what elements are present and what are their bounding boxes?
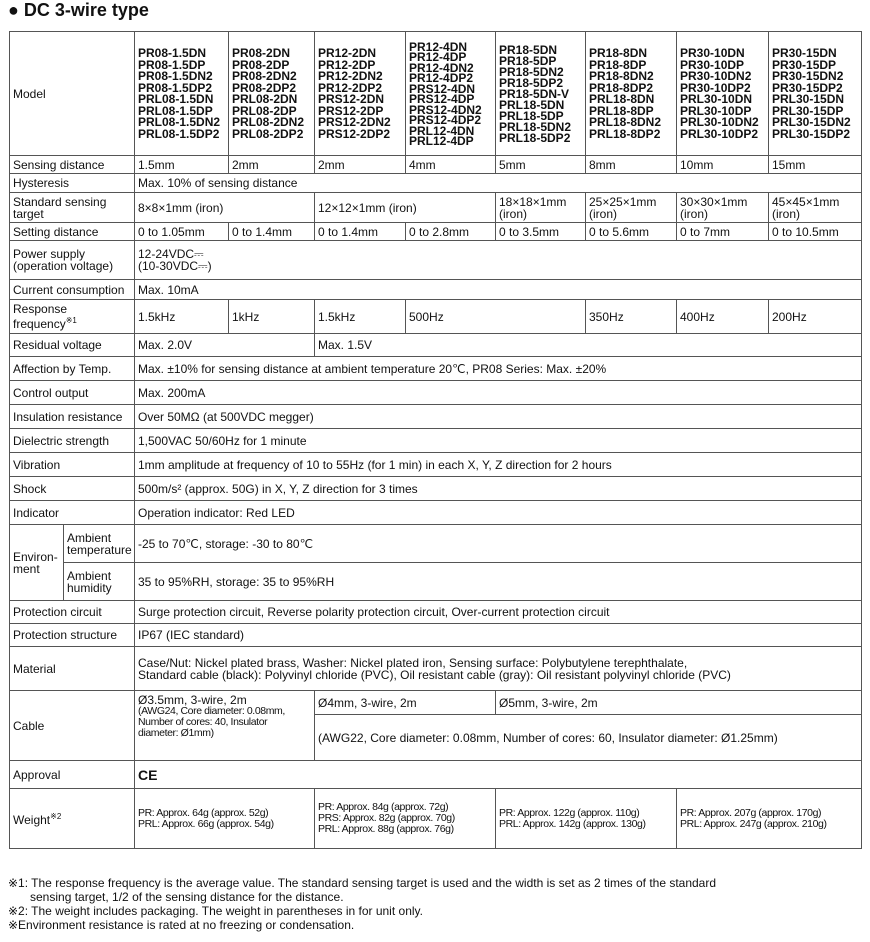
row-label: Vibration: [10, 453, 135, 477]
model-group-2: [229, 32, 315, 156]
cell: 35 to 95%RH, storage: 35 to 95%RH: [135, 563, 862, 601]
cell: [135, 647, 862, 691]
row-label: Control output: [10, 381, 135, 405]
weight-cell-4: [677, 789, 862, 849]
cell-line: PRS: Approx. 82g (approx. 70g): [318, 812, 455, 824]
cell: 1mm amplitude at frequency of 10 to 55Hz (for 1 min) in each X, Y, Z direction for 2 hours: [135, 453, 862, 477]
cell: 2mm: [229, 156, 315, 174]
row-label: Hysteresis: [10, 174, 135, 193]
insulation-row: [10, 405, 862, 429]
model-name: PR18-5DN2: [499, 64, 564, 79]
cell-line: PRL: Approx. 66g (approx. 54g): [138, 817, 274, 830]
cell: [586, 193, 677, 223]
cell-line: 25×25×1mm: [589, 194, 657, 209]
weight-cell-3: [496, 789, 677, 849]
cell: -25 to 70℃, storage: -30 to 80℃: [135, 525, 862, 563]
footnote-3: ※Environment resistance is rated at no freezing or condensation.: [8, 918, 355, 932]
model-name: PRL08-1.5DN2: [138, 115, 221, 129]
cell: 1.5kHz: [315, 300, 406, 334]
model-name: PRS12-4DP2: [409, 113, 482, 127]
model-name: PR12-4DN2: [409, 60, 474, 75]
row-label: Insulation resistance: [10, 405, 135, 429]
shock-row: [10, 477, 862, 501]
weight-row: [10, 789, 862, 849]
model-name: PR18-8DN2: [589, 69, 654, 83]
cell: 0 to 5.6mm: [586, 223, 677, 241]
cable-cell-1: [135, 691, 315, 761]
model-name: PR08-2DP: [232, 57, 290, 72]
cell-line: (iron): [499, 206, 528, 221]
model-name: PRS12-2DN: [318, 92, 385, 106]
model-name: PRL30-15DP: [772, 103, 844, 118]
power-supply-row: [10, 241, 862, 280]
cell-line: 18×18×1mm: [499, 194, 567, 209]
model-name: PRL08-1.5DP: [138, 103, 213, 118]
model-name: PR30-15DP: [772, 57, 837, 72]
row-label: Cable: [10, 691, 135, 761]
model-name: PRS12-4DN2: [409, 102, 482, 117]
model-name: PR30-10DP: [680, 57, 745, 72]
model-group-5: [496, 32, 586, 156]
cell: 500Hz: [406, 300, 586, 334]
model-name: PR12-4DP2: [409, 71, 474, 85]
model-name: PRL18-8DN: [589, 92, 655, 106]
cell: 12×12×1mm (iron): [315, 193, 496, 223]
row-label: Residual voltage: [10, 334, 135, 357]
cell: Max. ±10% for sensing distance at ambient temperature 20℃, PR08 Series: Max. ±20%: [135, 357, 862, 381]
environment-humidity-row: [10, 563, 862, 601]
footnote-mark: ※1: [65, 316, 77, 325]
row-label: Protection structure: [10, 624, 135, 647]
model-name: PR12-4DN: [409, 39, 468, 54]
row-label: [10, 193, 135, 223]
cell: 1.5mm: [135, 156, 229, 174]
model-group-8: [769, 32, 862, 156]
cell: 0 to 3.5mm: [496, 223, 586, 241]
cell: 1kHz: [229, 300, 315, 334]
row-label: Current consumption: [10, 280, 135, 300]
model-name: PRL08-1.5DP2: [138, 126, 220, 141]
model-name: PRS12-2DP2: [318, 126, 391, 141]
model-name: PRL08-2DN: [232, 92, 298, 106]
model-name: PR18-8DP: [589, 57, 647, 72]
cell-line: PRL: Approx. 88g (approx. 76g): [318, 823, 454, 835]
model-name: PRL18-5DN: [499, 97, 565, 112]
sub-label: [64, 525, 135, 563]
model-group-1: [135, 32, 229, 156]
cell: 15mm: [769, 156, 862, 174]
cable-row: [10, 691, 862, 715]
model-name: PR08-1.5DN2: [138, 69, 213, 83]
model-name: PRL08-1.5DN: [138, 92, 214, 106]
protection-structure-row: [10, 624, 862, 647]
cable-cell-4: (AWG22, Core diameter: 0.08mm, Number of cores: 60, Insulator diameter: Ø1.25mm): [315, 715, 862, 761]
model-name: PR30-10DN2: [680, 69, 752, 83]
model-name: PR30-10DN: [680, 46, 745, 60]
model-row: [10, 32, 862, 156]
cell-line: PR: Approx. 84g (approx. 72g): [318, 801, 449, 813]
model-name: PRL08-2DN2: [232, 115, 305, 129]
setting-distance-row: [10, 223, 862, 241]
cell-line: (10-30VDC⎓): [138, 259, 212, 273]
cell: 0 to 1.4mm: [229, 223, 315, 241]
cable-cell-2: Ø4mm, 3-wire, 2m: [315, 691, 496, 715]
cell-line: Ø3.5mm, 3-wire, 2m: [138, 693, 247, 707]
model-group-3: [315, 32, 406, 156]
cell: 1.5kHz: [135, 300, 229, 334]
cell: Over 50MΩ (at 500VDC megger): [135, 405, 862, 429]
cell-line: PR: Approx. 64g (approx. 52g): [138, 806, 269, 819]
cell-line: PRL: Approx. 247g (approx. 210g): [680, 817, 827, 830]
cell: Max. 200mA: [135, 381, 862, 405]
cable-cell-3: Ø5mm, 3-wire, 2m: [496, 691, 862, 715]
row-label: Sensing distance: [10, 156, 135, 174]
model-name: PR18-8DN: [589, 46, 648, 60]
cell: 8mm: [586, 156, 677, 174]
footnote-mark: ※2: [50, 812, 62, 821]
model-name: PRL18-5DP2: [499, 130, 571, 145]
model-name: PR08-1.5DP2: [138, 80, 213, 95]
cell: Max. 10mA: [135, 280, 862, 300]
model-name: PR12-2DN: [318, 46, 377, 60]
label-line: temperature: [67, 542, 132, 557]
weight-cell-1: [135, 789, 315, 849]
model-name: PR12-2DP2: [318, 80, 383, 95]
model-group-4: [406, 32, 496, 156]
cell: 10mm: [677, 156, 769, 174]
row-label: Setting distance: [10, 223, 135, 241]
label-line: Response: [13, 302, 68, 316]
row-label: Protection circuit: [10, 601, 135, 624]
cell-line: PR: Approx. 122g (approx. 110g): [499, 806, 640, 819]
label-line: Power supply: [13, 247, 86, 261]
row-label: Affection by Temp.: [10, 357, 135, 381]
sensing-distance-row: [10, 156, 862, 174]
label-line: Standard sensing: [13, 194, 107, 209]
model-name: PRL18-8DN2: [589, 115, 662, 129]
cell: [769, 193, 862, 223]
model-name: PR18-5DN-V: [499, 86, 570, 101]
model-name: PRL18-5DP: [499, 108, 564, 123]
footnote-2: ※2: The weight includes packaging. The weight in parentheses in for unit only.: [8, 904, 423, 918]
row-label: Approval: [10, 761, 135, 789]
sub-label: [64, 563, 135, 601]
model-name: PRL30-10DN2: [680, 115, 759, 129]
row-label: Indicator: [10, 501, 135, 525]
model-name: PRL30-15DP2: [772, 126, 851, 141]
footnote-1: ※1: The response frequency is the average value. The standard sensing target is used and the width is set as 2 times of the standard: [8, 876, 717, 890]
label-text: Weight: [13, 813, 51, 827]
model-name: PRL30-10DP: [680, 103, 752, 118]
model-name: PRL12-4DP: [409, 134, 474, 148]
cell: Surge protection circuit, Reverse polarity protection circuit, Over-current protection circuit: [135, 601, 862, 624]
cell: IP67 (IEC standard): [135, 624, 862, 647]
label-line: humidity: [67, 580, 112, 595]
row-label: Material: [10, 647, 135, 691]
model-name: PRS12-4DP: [409, 92, 475, 106]
approval-row: [10, 761, 862, 789]
model-name: PR30-10DP2: [680, 80, 751, 95]
model-name: PRS12-4DN: [409, 81, 476, 96]
cell: 1,500VAC 50/60Hz for 1 minute: [135, 429, 862, 453]
cell: 0 to 7mm: [677, 223, 769, 241]
model-group-6: [586, 32, 677, 156]
cell-line: 30×30×1mm: [680, 194, 748, 209]
model-name: PRL18-5DN2: [499, 119, 572, 134]
cell-line: PR: Approx. 207g (approx. 170g): [680, 806, 822, 819]
model-name: PRL08-2DP: [232, 103, 297, 118]
row-label: [10, 789, 135, 849]
model-group-7: [677, 32, 769, 156]
model-name: PR18-5DN: [499, 42, 558, 57]
vibration-row: [10, 453, 862, 477]
cell-line: Standard cable (black): Polyvinyl chloride (PVC), Oil resistant cable (gray): Oil resistant polyvinyl chloride (PVC): [138, 667, 731, 682]
cell: 0 to 1.4mm: [315, 223, 406, 241]
model-name: PR12-2DP: [318, 57, 376, 72]
row-label: Dielectric strength: [10, 429, 135, 453]
cell-line: PRL: Approx. 142g (approx. 130g): [499, 817, 646, 830]
cell: 0 to 2.8mm: [406, 223, 496, 241]
environment-temp-row: [10, 525, 862, 563]
cell: Max. 10% of sensing distance: [135, 174, 862, 193]
response-frequency-row: [10, 300, 862, 334]
cell-line: (iron): [680, 206, 709, 221]
row-label: [10, 241, 135, 280]
cell-line: 12-24VDC⎓: [138, 247, 204, 261]
model-name: PRS12-2DP: [318, 103, 384, 118]
model-name: PRL30-10DP2: [680, 126, 759, 141]
model-name: PR08-2DN: [232, 46, 291, 60]
label-line: Ambient: [67, 530, 112, 545]
model-name: PRL18-8DP2: [589, 126, 661, 141]
cell: [135, 241, 862, 280]
protection-circuit-row: [10, 601, 862, 624]
cell: [496, 193, 586, 223]
label-line: target: [13, 206, 44, 221]
model-name: PR30-15DN: [772, 46, 837, 60]
model-name: PRL18-8DP: [589, 103, 654, 118]
label-line: [13, 315, 131, 330]
indicator-row: [10, 501, 862, 525]
hysteresis-row: [10, 174, 862, 193]
model-name: PR18-8DP2: [589, 80, 654, 95]
cell-line: Number of cores: 40, Insulator: [138, 716, 268, 728]
model-name: PRS12-2DN2: [318, 115, 391, 129]
material-row: [10, 647, 862, 691]
row-label: [10, 525, 64, 601]
cell: 400Hz: [677, 300, 769, 334]
model-name: PRL30-15DN: [772, 92, 845, 106]
cell-line: (iron): [772, 206, 801, 221]
model-name: PR08-1.5DN: [138, 46, 207, 60]
cell: Operation indicator: Red LED: [135, 501, 862, 525]
cell: 0 to 1.05mm: [135, 223, 229, 241]
model-name: PR12-2DN2: [318, 69, 383, 83]
model-name: PR30-15DP2: [772, 80, 843, 95]
current-row: [10, 280, 862, 300]
model-name: PR08-2DN2: [232, 69, 297, 83]
model-name: PRL30-15DN2: [772, 115, 851, 129]
footnotes: [8, 876, 858, 932]
label-line: Environ-: [13, 549, 58, 564]
cell-line: 45×45×1mm: [772, 194, 840, 209]
dielectric-row: [10, 429, 862, 453]
row-label: Shock: [10, 477, 135, 501]
row-label: [10, 300, 135, 334]
temp-row: [10, 357, 862, 381]
cell: 8×8×1mm (iron): [135, 193, 315, 223]
label-line: (operation voltage): [13, 259, 114, 273]
label-line: Ambient: [67, 568, 112, 583]
cell: Max. 2.0V: [135, 334, 315, 357]
label-line: ment: [13, 561, 40, 576]
ce-mark-icon: CE: [135, 761, 862, 789]
model-name: PR18-5DP2: [499, 75, 564, 90]
cell: 0 to 10.5mm: [769, 223, 862, 241]
cell-line: (iron): [589, 206, 618, 221]
target-row: [10, 193, 862, 223]
spec-table: [9, 31, 862, 849]
model-name: PR18-5DP: [499, 53, 557, 68]
cell: 5mm: [496, 156, 586, 174]
cell-line: (AWG24, Core diameter: 0.08mm,: [138, 705, 285, 717]
model-name: PR08-1.5DP: [138, 57, 206, 72]
residual-voltage-row: [10, 334, 862, 357]
cell-line: Case/Nut: Nickel plated brass, Washer: Nickel plated iron, Sensing surface: Polybutylene terephthalate,: [138, 655, 688, 670]
cell: 200Hz: [769, 300, 862, 334]
footnote-1-cont: sensing target, 1/2 of the sensing distance for the distance.: [30, 890, 344, 904]
label-text: frequency: [13, 317, 66, 331]
cell: 4mm: [406, 156, 496, 174]
model-name: PR30-15DN2: [772, 69, 844, 83]
cell: 350Hz: [586, 300, 677, 334]
model-name: PRL30-10DN: [680, 92, 753, 106]
cell: [677, 193, 769, 223]
model-name: PRL12-4DN: [409, 123, 475, 138]
cell: 2mm: [315, 156, 406, 174]
cell: Max. 1.5V: [315, 334, 862, 357]
model-name: PR08-2DP2: [232, 80, 297, 95]
cell: 500m/s² (approx. 50G) in X, Y, Z direction for 3 times: [135, 477, 862, 501]
section-title: ● DC 3-wire type: [8, 0, 149, 20]
weight-cell-2: [315, 789, 496, 849]
model-name: PRL08-2DP2: [232, 126, 304, 141]
control-output-row: [10, 381, 862, 405]
model-label: Model: [10, 32, 135, 156]
cell-line: diameter: Ø1mm): [138, 727, 214, 739]
model-name: PR12-4DP: [409, 50, 467, 64]
